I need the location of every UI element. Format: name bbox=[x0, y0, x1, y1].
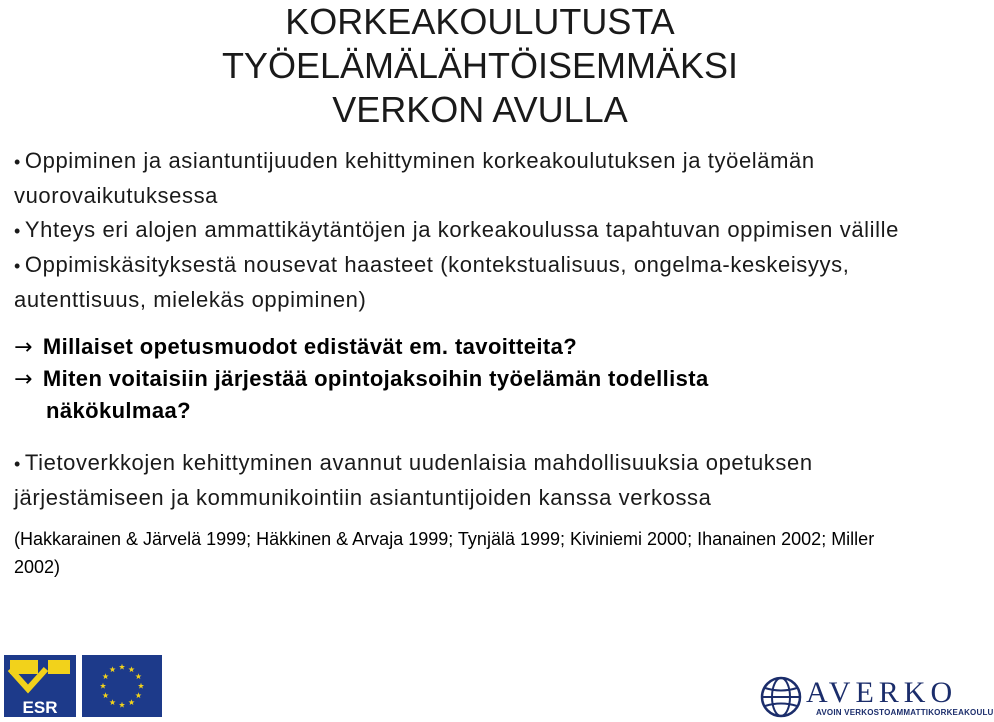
bullet-3-text: Oppimiskäsityksestä nousevat haasteet (kontekstualisuus, ongelma-keskeisyys, autenttisuus, mielekäs oppiminen) bbox=[14, 252, 850, 312]
bullet-icon: • bbox=[14, 152, 21, 172]
bullet-4 bbox=[14, 446, 914, 515]
title-line-1: KORKEAKOULUTUSTA bbox=[285, 1, 675, 42]
references: (Hakkarainen & Järvelä 1999; Häkkinen & Arvaja 1999; Tynjälä 1999; Kiviniemi 2000; Ihanainen 2002; Miller 2002) bbox=[14, 529, 875, 577]
question-2-text-line2: näkökulmaa? bbox=[46, 398, 192, 423]
question-1 bbox=[14, 331, 944, 363]
bullet-2 bbox=[14, 213, 914, 248]
bullet-3 bbox=[14, 248, 914, 317]
slide-content bbox=[14, 144, 944, 581]
bullet-4-text: Tietoverkkojen kehittyminen avannut uudenlaisia mahdollisuuksia opetuksen järjestämiseen ja kommunikointiin asiantuntijoiden kanssa verkossa bbox=[14, 450, 813, 510]
averko-subtitle: AVOIN VERKOSTOAMMATTIKORKEAKOULU bbox=[816, 708, 994, 717]
question-2-cont bbox=[14, 395, 944, 426]
averko-logo bbox=[760, 676, 994, 718]
averko-name: AVERKO bbox=[806, 676, 958, 709]
arrow-right-icon: → bbox=[14, 367, 33, 392]
esr-text: ESR bbox=[22, 698, 58, 717]
eu-flag-logo bbox=[82, 655, 162, 717]
question-2-text-line1: Miten voitaisiin järjestää opintojaksoihin työelämän todellista bbox=[42, 366, 709, 391]
question-2 bbox=[14, 363, 944, 395]
slide-title bbox=[0, 0, 960, 132]
bullet-2-text: Yhteys eri alojen ammattikäytäntöjen ja korkeakoulussa tapahtuvan oppimisen välille bbox=[24, 217, 899, 242]
title-line-2: TYÖELÄMÄLÄHTÖISEMMÄKSI bbox=[221, 45, 739, 86]
globe-icon bbox=[760, 676, 804, 718]
bullet-icon: • bbox=[14, 454, 21, 474]
bullet-1 bbox=[14, 144, 874, 213]
question-1-text: Millaiset opetusmuodot edistävät em. tavoitteita? bbox=[42, 334, 578, 359]
esr-logo bbox=[4, 655, 76, 717]
title-line-3: VERKON AVULLA bbox=[332, 89, 628, 130]
bullet-icon: • bbox=[14, 221, 21, 241]
bullet-icon: • bbox=[14, 256, 21, 276]
bullet-1-text: Oppiminen ja asiantuntijuuden kehittyminen korkeakoulutuksen ja työelämän vuorovaikutuksessa bbox=[14, 148, 815, 208]
arrow-right-icon: → bbox=[14, 335, 33, 360]
